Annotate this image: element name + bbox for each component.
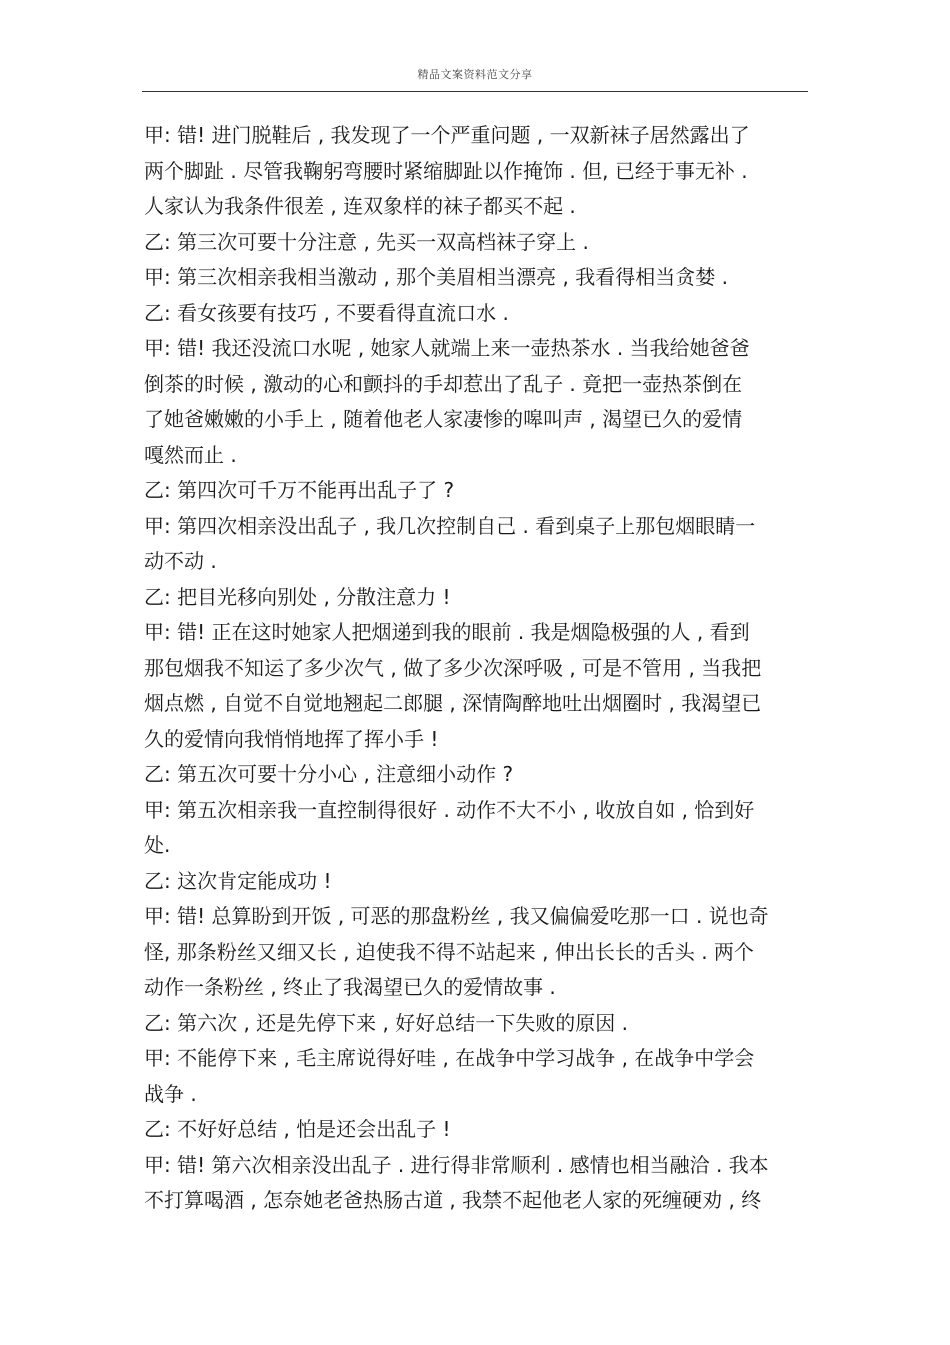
text-line: 甲: 错! 总算盼到开饭 , 可恶的那盘粉丝 , 我又偏偏爱吃那一口 . 说也奇 <box>144 904 769 928</box>
text-line: 甲: 错! 进门脱鞋后 , 我发现了一个严重问题 , 一双新袜子居然露出了 <box>144 123 750 147</box>
text-line: 动作一条粉丝 , 终止了我渴望已久的爱情故事 . <box>144 975 556 999</box>
text-line: 乙: 看女孩要有技巧 , 不要看得直流口水 . <box>144 300 509 325</box>
text-line: 烟点燃 , 自觉不自觉地翘起二郎腿 , 深情陶醉地吐出烟圈时 , 我渴望已 <box>144 691 762 715</box>
text-line: 甲: 不能停下来 , 毛主席说得好哇 , 在战争中学习战争 , 在战争中学会 <box>144 1046 755 1070</box>
text-line: 甲: 错! 我还没流口水呢 , 她家人就端上来一壶热茶水 . 当我给她爸爸 <box>144 336 750 360</box>
text-line: 人家认为我条件很差 , 连双象样的袜子都买不起 . <box>144 194 576 218</box>
text-line: 甲: 第三次相亲我相当激动 , 那个美眉相当漂亮 , 我看得相当贪婪 . <box>144 265 728 289</box>
text-line: 处. <box>144 833 171 857</box>
text-line: 乙: 不好好总结 , 怕是还会出乱子 ! <box>144 1117 451 1141</box>
text-line: 乙: 第五次可要十分小心 , 注意细小动作 ? <box>144 762 514 786</box>
text-line: 乙: 把目光移向别处 , 分散注意力 ! <box>144 584 451 609</box>
page-header: 精品文案资料范文分享 <box>417 68 533 81</box>
header-divider <box>142 91 808 92</box>
text-line: 两个脚趾 . 尽管我鞠躬弯腰时紧缩脚趾以作掩饰 . 但, 已经于事无补 . <box>144 158 748 183</box>
text-line: 甲: 错! 正在这时她家人把烟递到我的眼前 . 我是烟隐极强的人 , 看到 <box>144 620 750 644</box>
text-line: 乙: 第六次 , 还是先停下来 , 好好总结一下失败的原因 . <box>144 1010 628 1035</box>
text-line: 嘎然而止 . <box>144 442 237 467</box>
text-line: 久的爱情向我悄悄地挥了挥小手 ! <box>144 726 439 751</box>
text-line: 甲: 第五次相亲我一直控制得很好 . 动作不大不小 , 收放自如 , 恰到好 <box>144 797 755 822</box>
text-line: 乙: 第三次可要十分注意 , 先买一双高档袜子穿上 . <box>144 229 589 254</box>
text-line: 乙: 这次肯定能成功 ! <box>144 868 332 893</box>
text-line: 乙: 第四次可千万不能再出乱子了 ? <box>144 478 455 502</box>
text-line: 了她爸嫩嫩的小手上 , 随着他老人家凄惨的嗥叫声 , 渴望已久的爱情 <box>144 407 743 431</box>
text-line: 动不动 . <box>144 549 217 573</box>
text-line: 甲: 错! 第六次相亲没出乱子 . 进行得非常顺利 . 感情也相当融洽 . 我本 <box>144 1152 769 1177</box>
text-line: 怪, 那条粉丝又细又长 , 迫使我不得不站起来 , 伸出长长的舌头 . 两个 <box>144 939 754 964</box>
text-line: 不打算喝酒 , 怎奈她老爸热肠古道 , 我禁不起他老人家的死缠硬劝 , 终 <box>144 1188 762 1212</box>
text-line: 战争 . <box>144 1081 197 1106</box>
text-line: 甲: 第四次相亲没出乱子 , 我几次控制自己 . 看到桌子上那包烟眼睛一 <box>144 513 756 538</box>
text-line: 倒茶的时候 , 激动的心和颤抖的手却惹出了乱子 . 竟把一壶热茶倒在 <box>144 371 743 396</box>
text-line: 那包烟我不知运了多少次气 , 做了多少次深呼吸 , 可是不管用 , 当我把 <box>144 655 762 680</box>
document-body <box>144 118 808 1219</box>
